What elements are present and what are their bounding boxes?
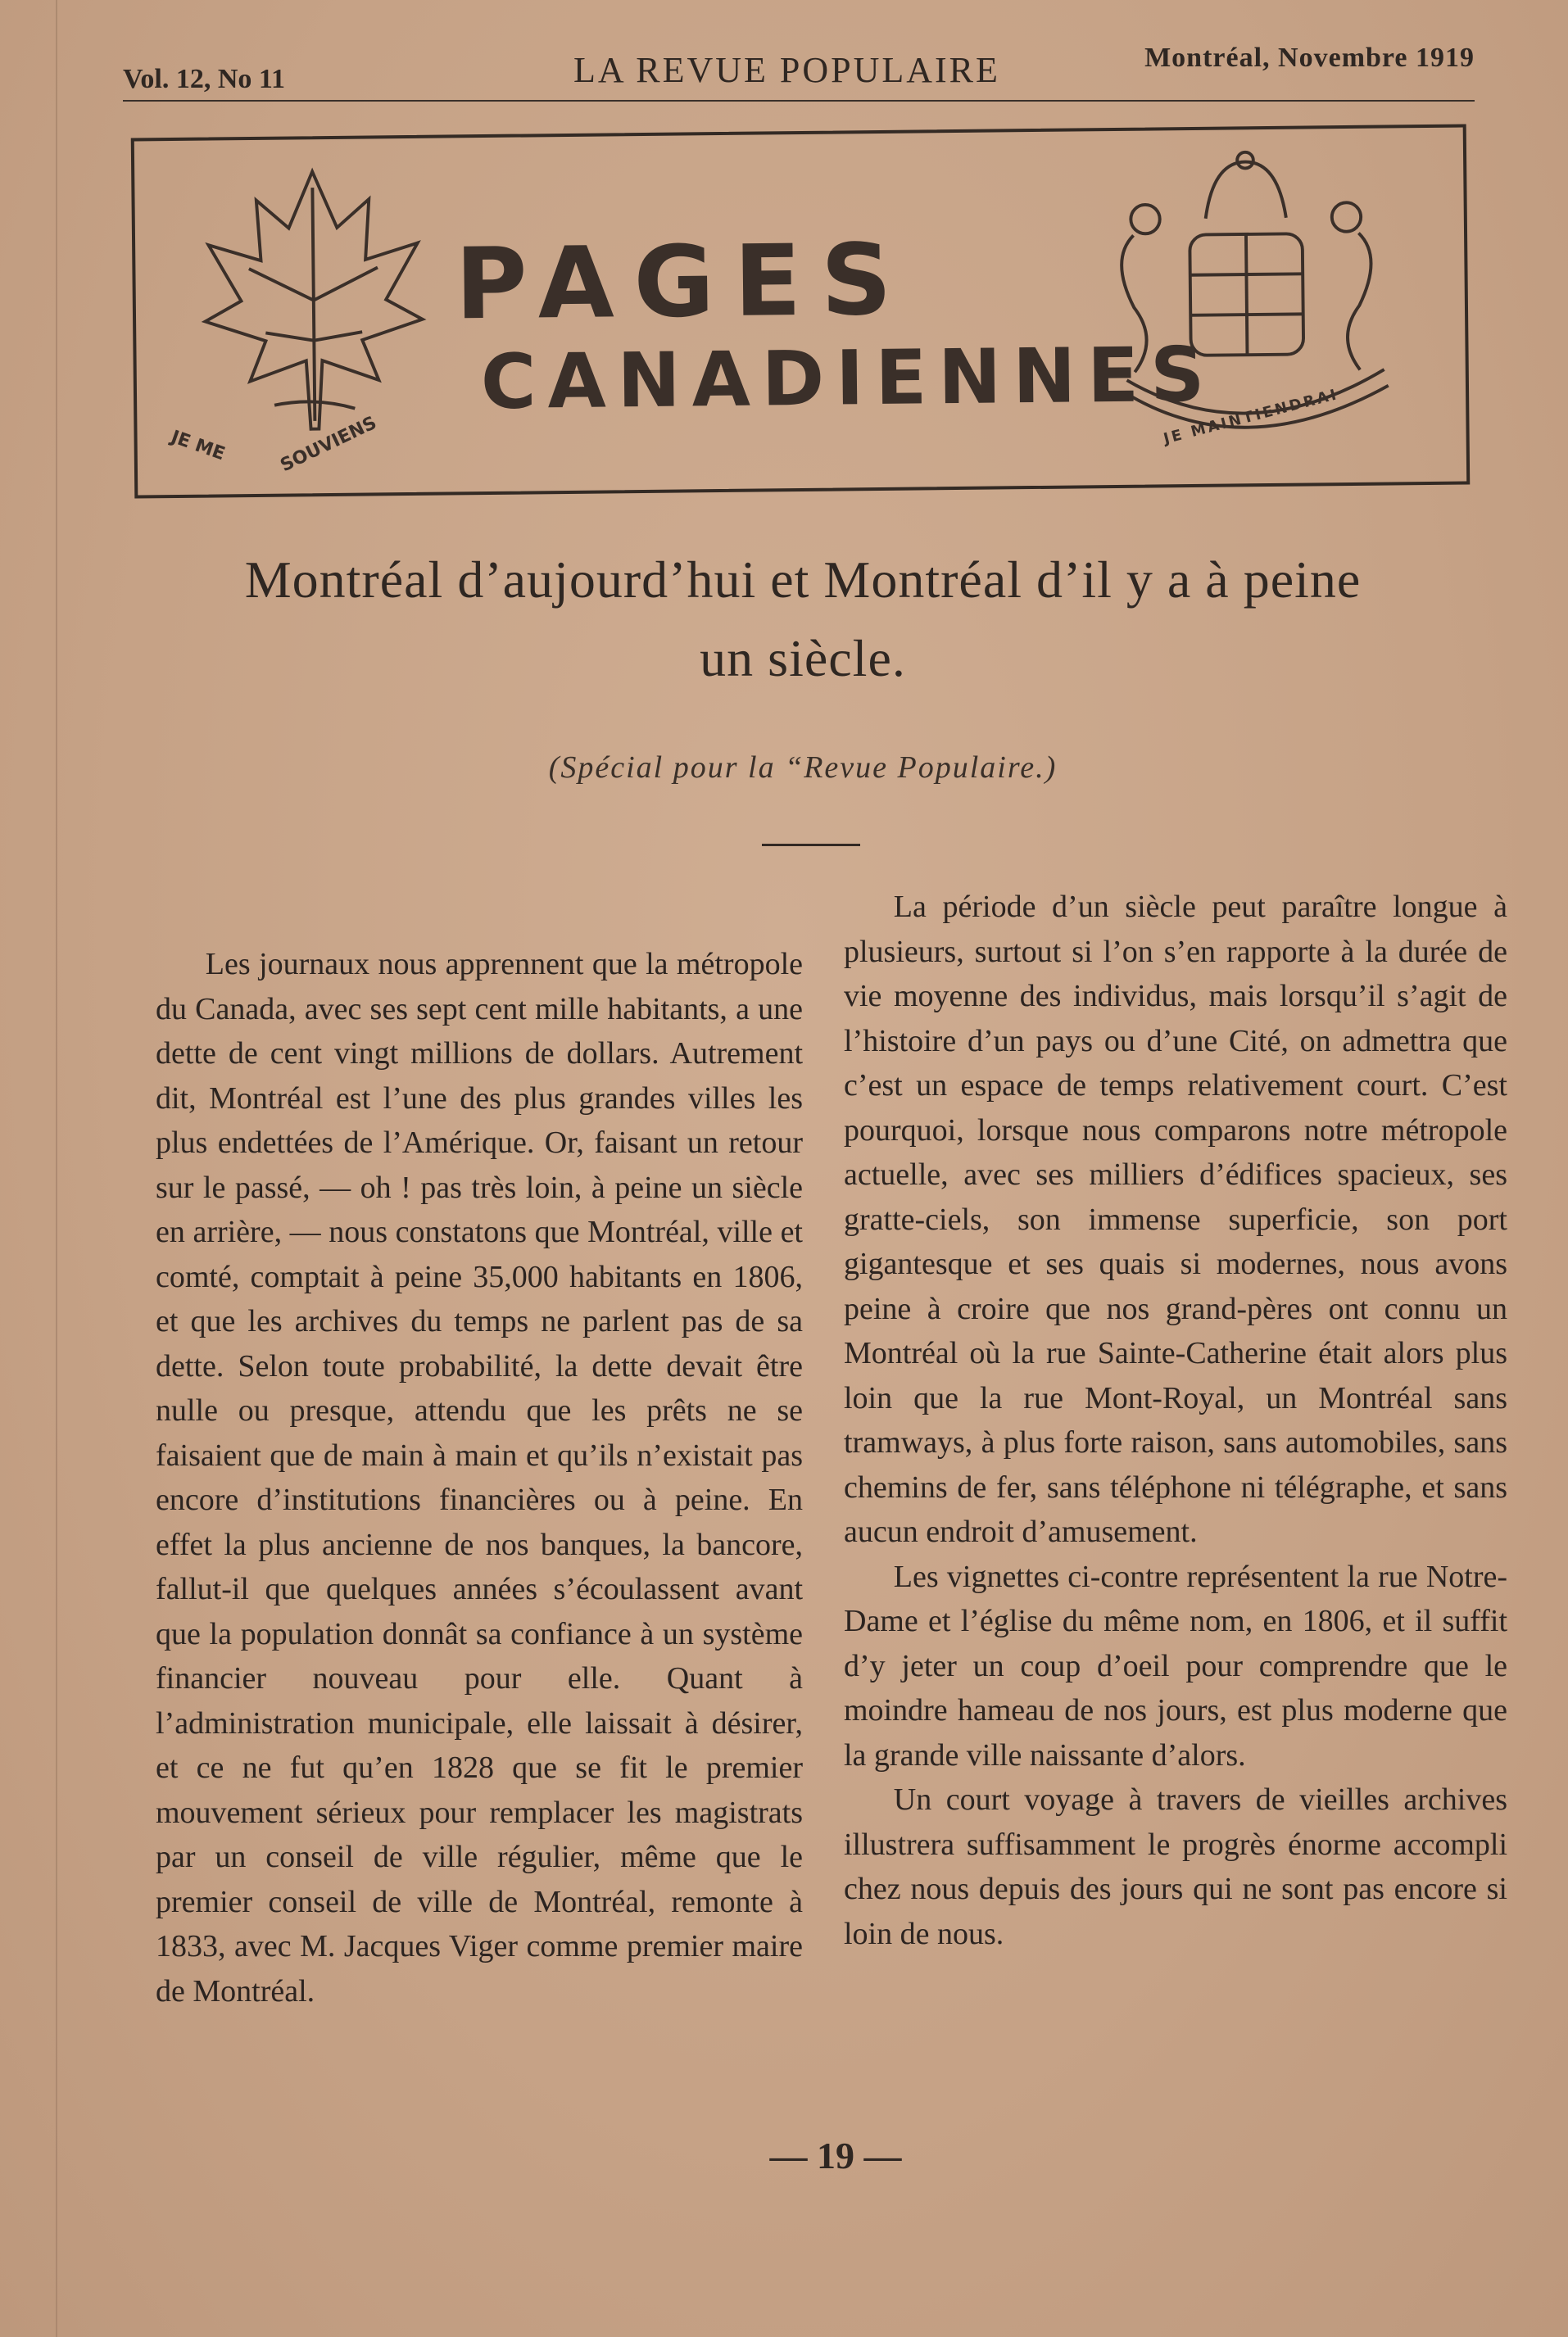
- dateline: Montréal, Novembre 1919: [1144, 43, 1475, 73]
- article-title-line1: Montréal d’aujourd’hui et Montréal d’il y a à peine: [244, 550, 1362, 609]
- article-title: [106, 541, 1499, 698]
- section-banner: [131, 124, 1471, 498]
- motto-je-me: JE ME: [168, 427, 228, 465]
- paragraph: Un court voyage à travers de vieilles archives illustrera suffisamment le progrès énorme accompli chez nous depuis des jours qui ne sont pas encore si loin de nous.: [844, 1782, 1507, 1951]
- journal-name: LA REVUE POPULAIRE: [573, 50, 1000, 90]
- page-edge: [56, 0, 57, 2337]
- volume-number: Vol. 12, No 11: [123, 64, 286, 94]
- running-head: [123, 43, 1475, 92]
- article-byline: (Spécial pour la “Revue Populaire.): [548, 750, 1058, 785]
- article-column-right: [844, 885, 1507, 1956]
- header-rule: [123, 100, 1475, 102]
- paragraph: La période d’un siècle peut paraître longue à plusieurs, surtout si l’on s’en rapporte à la durée de vie moyenne des individus, mais lorsqu’il s’agit de l’histoire d’un pays ou d’une Cité, on admettra que c’est un espace de temps relativement court. C’est pourquoi, lorsque nous comparons notre métropole actuelle, avec ses milliers d’édifices spacieux, ses gratte-ciels, son immense superficie, son port gigantesque et ses quais si modernes, nous avons peine à croire que nos grand-pères ont connu un Montréal où la rue Sainte-Catherine était alors plus loin que la rue Mont-Royal, un Montréal sans tramways, à plus forte raison, sans automobiles, sans chemins de fer, sans téléphone ni télégraphe, et sans aucun endroit d’amusement.: [844, 890, 1507, 1549]
- banner-title-line2: CANADIENNES: [480, 330, 1217, 427]
- motto-souviens: SOUVIENS: [277, 412, 380, 477]
- paragraph: Les vignettes ci-contre représentent la rue Notre-Dame et l’église du même nom, en 1806, et il suffit d’y jeter un coup d’oeil pour comprendre que le moindre hameau de nos jours, est plus moderne que la grande ville naissante d’alors.: [844, 1559, 1507, 1773]
- title-separator: [762, 844, 860, 846]
- article-column-left: [156, 942, 803, 2013]
- paragraph: Les journaux nous apprennent que la métropole du Canada, avec ses sept cent mille habitants, a une dette de cent vingt millions de dollars. Autrement dit, Montréal est l’une des plus grandes villes les plus endettées de l’Amérique. Or, faisant un retour sur le passé, — oh ! pas très loin, à peine un siècle en arrière, — nous constatons que Montréal, ville et comté, comptait à peine 35,000 habitants en 1806, et que les archives du temps ne parlent pas de sa dette. Selon toute probabilité, la dette devait être nulle ou presque, attendu que les prêts ne se faisaient que de main à main et qu’ils n’existait pas encore d’institutions financières ou à peine. En effet la plus ancienne de nos banques, la bancore, fallut-il que quelques années s’écoulassent avant que la population donnât sa confiance à un système financier nouveau pour elle. Quant à l’administration municipale, elle laissait à désirer, et ce ne fut qu’en 1828 que se fit le premier mouvement sérieux pour remplacer les magistrats par un conseil de ville régulier, même que le premier conseil de ville de Montréal, remonte à 1833, avec M. Jacques Viger comme premier maire de Montréal.: [156, 947, 803, 2009]
- page-number: — 19 —: [769, 2135, 902, 2176]
- motto-je-maintiendrai: JE MAINTIENDRAI: [1162, 385, 1341, 448]
- article-title-line2: un siècle.: [700, 629, 906, 687]
- banner-title-line1: PAGES: [454, 223, 913, 342]
- maple-leaf-icon: [204, 170, 424, 430]
